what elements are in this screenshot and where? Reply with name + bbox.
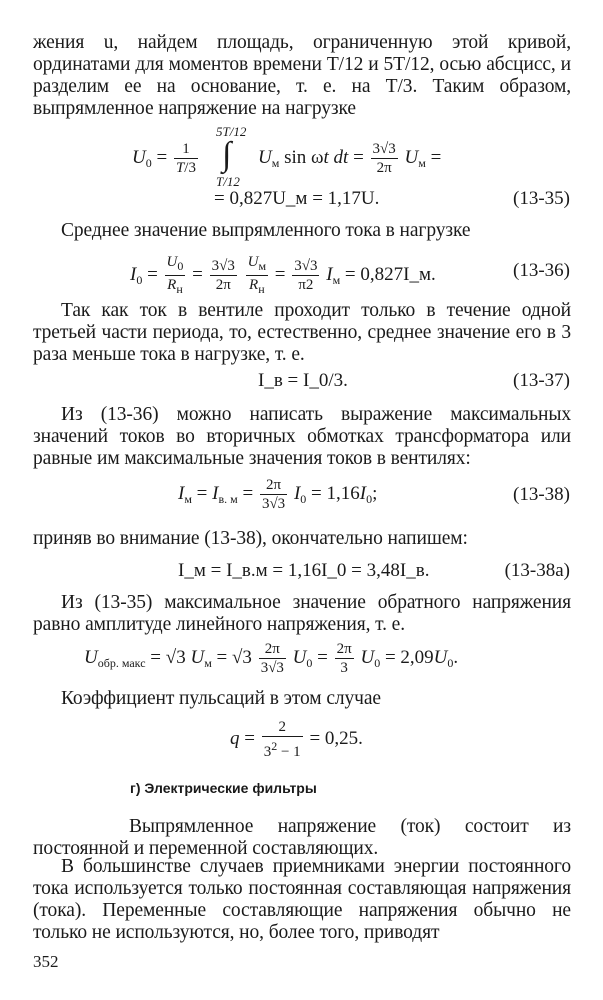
equation-13-38: $I_м = I_{в. м}$ = $\frac{2\pi}{3√3}$ $I_0 = 1,16I_0$; <box>178 477 378 512</box>
paragraph-valve-current <box>33 300 571 366</box>
paragraph-average-current <box>33 220 571 242</box>
page-number: 352 <box>33 952 59 971</box>
paragraph-rectified <box>33 816 571 860</box>
equation-number-13-35: (13-35) <box>513 188 570 209</box>
equation-13-36: $I_0$ = $\frac{U_0}{R_н}$ = $\frac{3√3}{2\pi}$ $\frac{U_м}{R_н}$ = $\frac{3√3}{\pi 2}$ $I_м$ = 0,827I_м. <box>130 254 436 296</box>
integral-upper-limit: 5T/12 <box>216 124 247 139</box>
paragraph-text: В большинстве случаев приемниками энергии постоянного тока используется только постоянная составляющая напряжения (тока). Переменные составляющие напряжения обычно не только не используются, но, более того, приводят <box>33 856 571 943</box>
paragraph-text: Из (13-36) можно написать выражение максимальных значений токов во вторичных обмотках трансформатора или равные им максимальные значения токов в вентилях: <box>33 404 571 469</box>
paragraph-text: Коэффициент пульсаций в этом случае <box>61 688 381 709</box>
section-heading: г) Электрические фильтры <box>130 780 317 796</box>
paragraph-consumers <box>33 856 571 944</box>
equation-reverse-voltage: $U_{обр. макс} = √3$ $U_м = √3$ $\frac{2\pi}{3√3}$ $U_0$ = $\frac{2\pi}{3}$ $U_0 = 2,09U_0$. <box>84 641 459 676</box>
equation-13-35-line2: = 0,827U_м = 1,17U. <box>214 188 380 209</box>
equation-13-37: I_в = I_0/3. <box>258 370 348 391</box>
paragraph-text: Выпрямленное напряжение (ток) состоит из постоянной и переменной составляющих. <box>33 816 571 859</box>
paragraph-accounting <box>33 528 571 550</box>
paragraph-ripple <box>33 688 571 710</box>
paragraph-reverse-voltage <box>33 592 571 636</box>
paragraph-text: Из (13-35) максимальное значение обратного напряжения равно амплитуде линейного напряжения, т. е. <box>33 592 571 635</box>
paragraph-text: Так как ток в вентиле проходит только в течение одной третьей части периода, то, естественно, среднее значение его в 3 раза меньше тока в нагрузке, т. е. <box>33 300 571 365</box>
equation-13-35-integrand: $U_м$ sin ωt dt = $\frac{3√3}{2\pi}$ $U_м$ = <box>258 141 442 176</box>
paragraph-text: жения u, найдем площадь, ограниченную этой кривой, ординатами для моментов времени T/12 и 5T/12, осью абсцисс, и разделим ее на основание, т. е. на T/3. Таким образом, выпрямленное напряжение на нагрузке <box>33 32 571 119</box>
equation-number-13-38a: (13-38а) <box>504 560 570 581</box>
paragraph-intro <box>33 32 571 120</box>
equation-ripple: q = $\frac{2}{3^2 - 1}$ = 0,25. <box>230 719 363 760</box>
equation-number-13-36: (13-36) <box>513 260 570 281</box>
paragraph-text: Среднее значение выпрямленного тока в нагрузке <box>61 220 471 241</box>
integral-lower-limit: T/12 <box>216 174 240 189</box>
equation-number-13-38: (13-38) <box>513 484 570 505</box>
paragraph-max-currents <box>33 404 571 470</box>
equation-13-35-line1: $U_0$ = $\frac{1}{T/3}$ <box>132 141 196 176</box>
equation-number-13-37: (13-37) <box>513 370 570 391</box>
paragraph-text: приняв во внимание (13-38), окончательно напишем: <box>33 528 468 549</box>
integral-sign: ∫ <box>222 136 232 173</box>
equation-13-36-tail: = 0,827I_м. <box>344 263 436 285</box>
equation-13-38a: I_м = I_в.м = 1,16I_0 = 3,48I_в. <box>178 560 430 581</box>
